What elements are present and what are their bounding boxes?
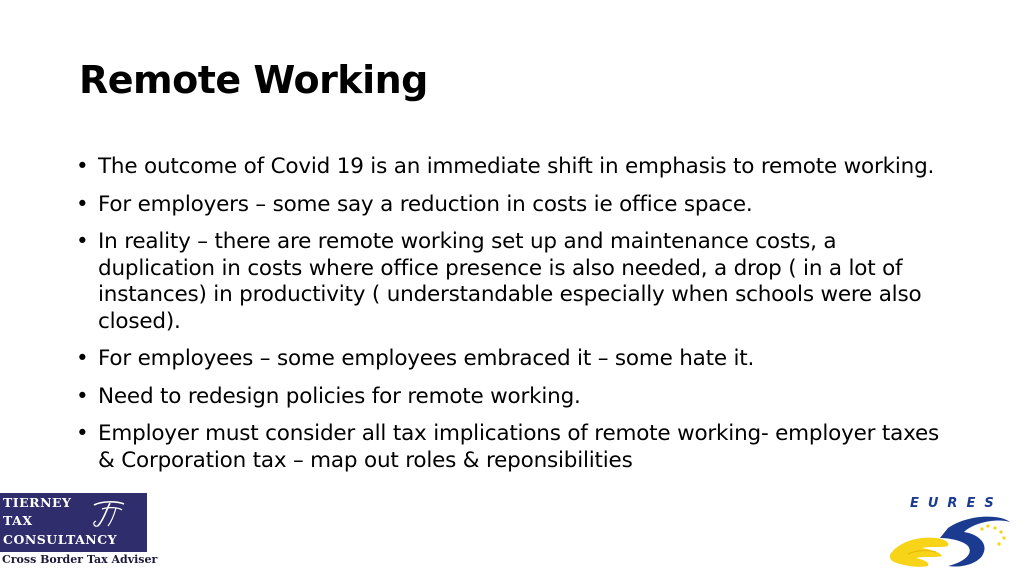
bullet-dot: • <box>76 346 89 371</box>
tt-monogram-icon <box>88 499 128 529</box>
bullet-dot: • <box>76 383 89 409</box>
tierney-logo-tagline: Cross Border Tax Adviser <box>2 553 158 566</box>
bullet-dot: • <box>76 191 89 217</box>
bullet-text: For employers – some say a reduction in costs ie office space. <box>98 191 753 217</box>
bullet-text: For employees – some employees embraced it – some hate it. <box>98 346 755 371</box>
bullet-text: Need to redesign policies for remote working. <box>98 383 581 409</box>
bullet-item <box>76 421 956 474</box>
eures-wordmark: EURES <box>910 496 1003 511</box>
bullet-dot: • <box>76 421 89 446</box>
tierney-tax-logo <box>0 493 158 568</box>
bullet-dot: • <box>76 229 89 254</box>
tierney-logo-box <box>0 493 147 552</box>
slide-title: Remote Working <box>79 58 428 102</box>
tierney-logo-line3: CONSULTANCY <box>3 532 118 547</box>
bullet-item <box>76 154 956 181</box>
bullet-item <box>76 229 956 335</box>
bullet-dot: • <box>76 154 89 179</box>
bullet-text: Employer must consider all tax implications of remote working- employer taxes & Corporation tax – map out roles & reponsibilities <box>98 421 940 473</box>
tierney-logo-line1: TIERNEY <box>3 495 72 510</box>
tierney-logo-line2: TAX <box>3 513 33 528</box>
bullet-text: The outcome of Covid 19 is an immediate shift in emphasis to remote working. <box>98 154 935 179</box>
eures-logo <box>878 492 1024 572</box>
bullet-item <box>76 346 956 373</box>
bullet-item <box>76 192 956 219</box>
eures-emblem-icon <box>878 492 1024 572</box>
bullet-text: In reality – there are remote working set up and maintenance costs, a duplication in costs where office presence is also needed, a drop ( in a lot of instances) in productivity ( understandable especially when schools were also closed). <box>98 229 922 334</box>
bullet-list <box>76 154 956 485</box>
bullet-item <box>76 384 956 411</box>
